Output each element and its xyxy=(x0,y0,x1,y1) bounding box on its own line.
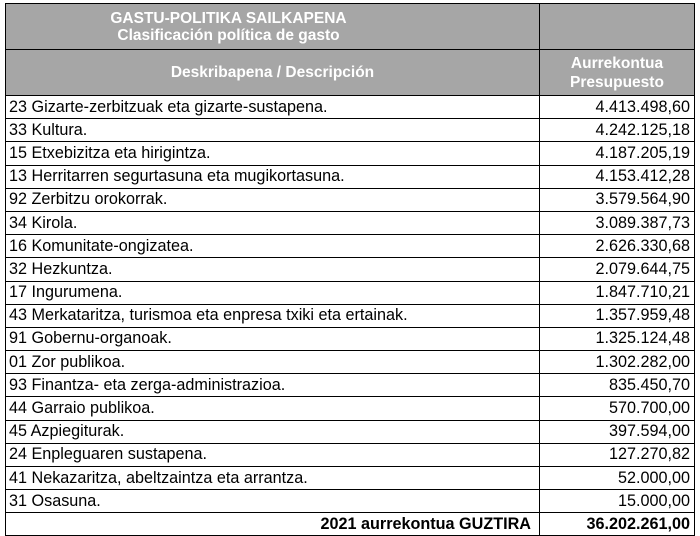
table-row xyxy=(6,351,695,374)
column-header-amount-basque: Aurrekontua xyxy=(570,54,664,72)
row-amount: 4.242.125,18 xyxy=(540,119,695,142)
column-header-amount xyxy=(540,50,695,96)
row-amount: 4.187.205,19 xyxy=(540,142,695,165)
row-description: 17 Ingurumena. xyxy=(6,281,540,304)
table-row xyxy=(6,327,695,350)
row-description: 24 Enpleguaren sustapena. xyxy=(6,443,540,466)
row-description: 32 Hezkuntza. xyxy=(6,258,540,281)
row-description: 16 Komunitate-ongizatea. xyxy=(6,235,540,258)
table-row xyxy=(6,165,695,188)
table-row xyxy=(6,443,695,466)
total-label: 2021 aurrekontua GUZTIRA xyxy=(6,513,540,536)
row-amount: 1.357.959,48 xyxy=(540,304,695,327)
row-amount: 3.089.387,73 xyxy=(540,211,695,234)
row-description: 41 Nekazaritza, abeltzaintza eta arrantza. xyxy=(6,467,540,490)
table-title-spanish: Clasificación política de gasto xyxy=(117,26,340,44)
row-amount: 127.270,82 xyxy=(540,443,695,466)
table-row xyxy=(6,258,695,281)
table-row xyxy=(6,211,695,234)
row-amount: 2.079.644,75 xyxy=(540,258,695,281)
table-row xyxy=(6,188,695,211)
table-row xyxy=(6,374,695,397)
table-row xyxy=(6,96,695,119)
row-amount: 1.325.124,48 xyxy=(540,327,695,350)
budget-table xyxy=(5,3,695,536)
row-amount: 4.413.498,60 xyxy=(540,96,695,119)
row-description: 31 Osasuna. xyxy=(6,490,540,513)
row-amount: 1.847.710,21 xyxy=(540,281,695,304)
table-row xyxy=(6,467,695,490)
table-title-empty-cell xyxy=(540,4,695,50)
row-amount: 397.594,00 xyxy=(540,420,695,443)
row-description: 01 Zor publikoa. xyxy=(6,351,540,374)
table-row xyxy=(6,397,695,420)
row-amount: 1.302.282,00 xyxy=(540,351,695,374)
table-title-basque: GASTU-POLITIKA SAILKAPENA xyxy=(110,9,347,27)
row-amount: 4.153.412,28 xyxy=(540,165,695,188)
row-description: 93 Finantza- eta zerga-administrazioa. xyxy=(6,374,540,397)
column-header-row xyxy=(6,50,695,96)
total-row xyxy=(6,513,695,536)
row-amount: 15.000,00 xyxy=(540,490,695,513)
row-amount: 835.450,70 xyxy=(540,374,695,397)
row-description: 43 Merkataritza, turismoa eta enpresa txiki eta ertainak. xyxy=(6,304,540,327)
row-description: 23 Gizarte-zerbitzuak eta gizarte-sustapena. xyxy=(6,96,540,119)
row-description: 92 Zerbitzu orokorrak. xyxy=(6,188,540,211)
row-amount: 570.700,00 xyxy=(540,397,695,420)
table-row xyxy=(6,304,695,327)
table-row xyxy=(6,281,695,304)
budget-rows xyxy=(6,96,695,513)
row-description: 91 Gobernu-organoak. xyxy=(6,327,540,350)
row-amount: 52.000,00 xyxy=(540,467,695,490)
table-row xyxy=(6,490,695,513)
row-description: 34 Kirola. xyxy=(6,211,540,234)
table-row xyxy=(6,142,695,165)
row-amount: 2.626.330,68 xyxy=(540,235,695,258)
table-title-cell xyxy=(6,4,540,50)
table-title-row xyxy=(6,4,695,50)
table-row xyxy=(6,420,695,443)
total-amount: 36.202.261,00 xyxy=(540,513,695,536)
row-amount: 3.579.564,90 xyxy=(540,188,695,211)
row-description: 13 Herritarren segurtasuna eta mugikortasuna. xyxy=(6,165,540,188)
row-description: 15 Etxebizitza eta hirigintza. xyxy=(6,142,540,165)
column-header-amount-spanish: Presupuesto xyxy=(570,73,664,91)
row-description: 33 Kultura. xyxy=(6,119,540,142)
table-row xyxy=(6,119,695,142)
row-description: 45 Azpiegiturak. xyxy=(6,420,540,443)
row-description: 44 Garraio publikoa. xyxy=(6,397,540,420)
column-header-description: Deskribapena / Descripción xyxy=(6,50,540,96)
table-row xyxy=(6,235,695,258)
